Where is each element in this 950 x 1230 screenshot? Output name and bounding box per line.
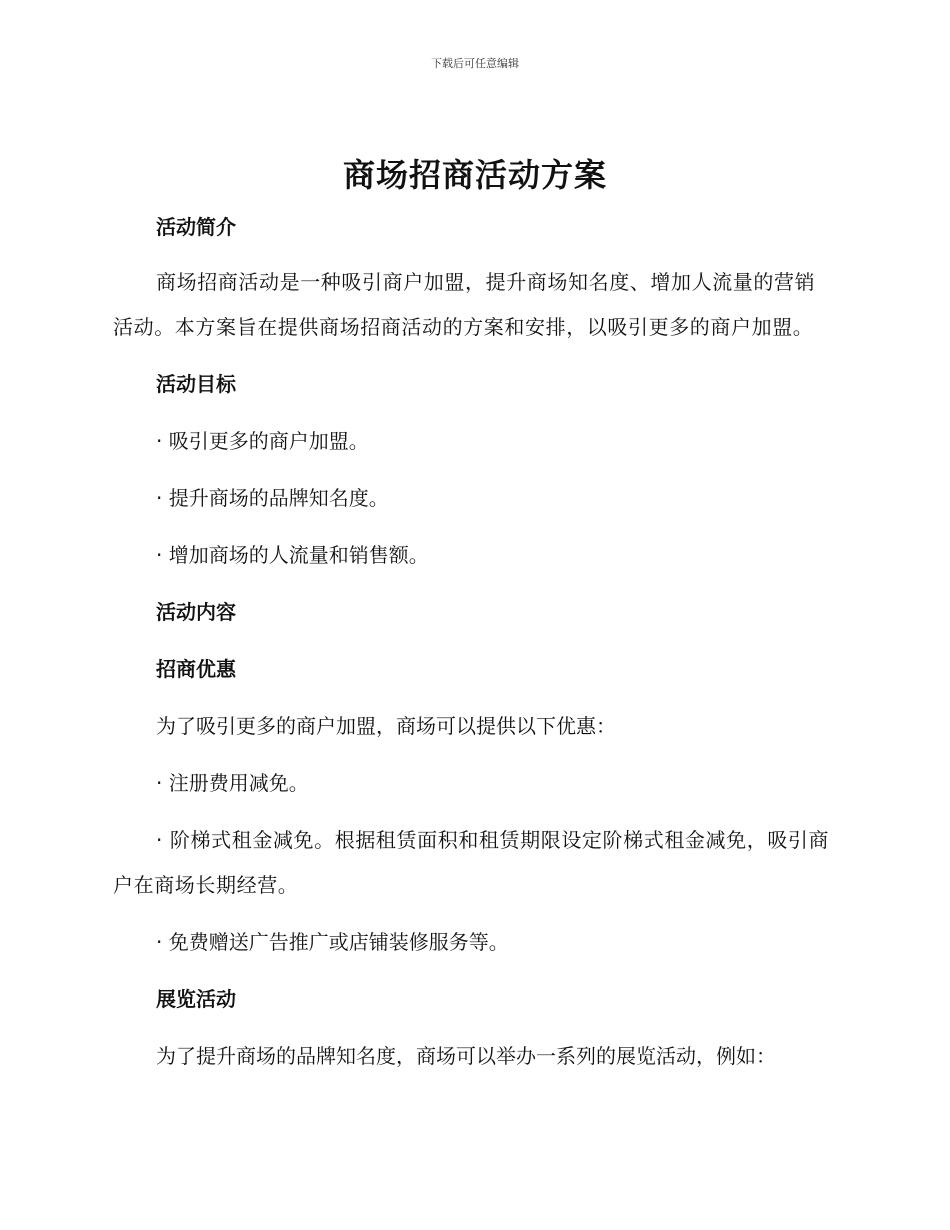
benefit-item: · 阶梯式租金减免。根据租赁面积和租赁期限设定阶梯式租金减免，吸引商户在商场长期经营。: [113, 828, 830, 897]
section-heading-exhibition: 展览活动: [156, 987, 236, 1011]
section-heading-goals: 活动目标: [156, 372, 236, 396]
section-heading-intro: 活动简介: [156, 215, 236, 239]
goal-item: · 提升商场的品牌知名度。: [156, 486, 389, 510]
exhibition-intro: 为了提升商场的品牌知名度，商场可以举办一系列的展览活动，例如：: [156, 1044, 776, 1068]
intro-paragraph: 商场招商活动是一种吸引商户加盟，提升商场知名度、增加人流量的营销活动。本方案旨在提供商场招商活动的方案和安排，以吸引更多的商户加盟。: [113, 270, 816, 339]
goal-item: · 增加商场的人流量和销售额。: [156, 543, 429, 567]
goal-item: · 吸引更多的商户加盟。: [156, 429, 369, 453]
section-heading-content: 活动内容: [156, 600, 236, 624]
document-body: [113, 205, 833, 1079]
benefits-intro: 为了吸引更多的商户加盟，商场可以提供以下优惠：: [156, 714, 616, 738]
document-title: 商场招商活动方案: [342, 156, 607, 194]
page-header-text: 下载后可任意编辑: [431, 57, 519, 70]
benefit-item: · 免费赠送广告推广或店铺装修服务等。: [156, 930, 509, 954]
section-heading-benefits: 招商优惠: [156, 657, 236, 681]
benefit-item: · 注册费用减免。: [156, 771, 309, 795]
